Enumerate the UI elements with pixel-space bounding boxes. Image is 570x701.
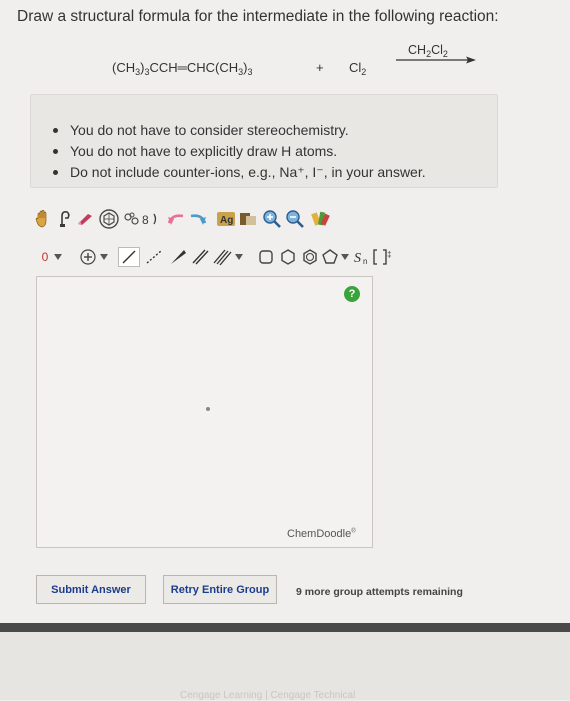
undo-icon[interactable] — [166, 211, 186, 227]
charge-value: 0 — [41, 250, 49, 264]
solvent-label: $CH_2Cl_2$ — [408, 43, 448, 59]
drawing-canvas[interactable] — [36, 276, 373, 548]
chevron-down-icon[interactable] — [99, 248, 109, 266]
attempts-remaining-text: 9 more group attempts remaining — [296, 586, 463, 598]
template-ring-icon[interactable] — [97, 208, 121, 230]
lasso-icon[interactable] — [56, 209, 74, 229]
canvas-cursor-dot — [206, 407, 210, 411]
cyclopropane-icon[interactable] — [256, 247, 276, 267]
reagent-formula: $Cl_2$ — [349, 60, 367, 77]
charge-dropdown[interactable] — [38, 248, 52, 266]
redo-icon[interactable] — [188, 211, 208, 227]
retry-entire-group-button[interactable]: Retry Entire Group — [163, 575, 277, 604]
pentagon-icon[interactable] — [320, 247, 340, 267]
reaction-arrow-icon — [396, 55, 476, 65]
help-icon[interactable]: ? — [344, 286, 360, 302]
svg-text:‡: ‡ — [387, 250, 392, 259]
cyclohexane-icon[interactable] — [278, 247, 298, 267]
plus-sign: + — [316, 60, 324, 75]
chevron-down-icon[interactable] — [234, 248, 244, 266]
zoom-in-icon[interactable] — [261, 209, 283, 229]
svg-text:S: S — [354, 251, 361, 266]
atom-label-icon[interactable] — [216, 210, 236, 228]
triple-bond-icon[interactable] — [212, 247, 232, 267]
sgroup-icon[interactable] — [352, 247, 372, 267]
color-icon[interactable] — [310, 209, 332, 229]
clean-icon[interactable] — [238, 210, 258, 228]
chain-icon[interactable] — [124, 210, 140, 228]
toolbar-row-1 — [34, 208, 384, 230]
instructions-panel — [30, 94, 498, 188]
instruction-item: You do not have to explicitly draw H atoms. — [53, 141, 426, 162]
reactant-formula: $(CH_3)_3CCH═CHC(CH_3)_3$ — [112, 60, 253, 77]
wedge-bond-icon[interactable] — [168, 247, 188, 267]
page-divider — [0, 623, 570, 632]
svg-text:Ag: Ag — [220, 215, 234, 226]
submit-answer-button[interactable]: Submit Answer — [36, 575, 146, 604]
benzene-icon[interactable] — [300, 247, 320, 267]
chemdoodle-brand: ChemDoodle® — [287, 528, 356, 540]
instruction-item: Do not include counter-ions, e.g., Na⁺, I⁻, in your answer. — [53, 162, 426, 183]
bracket-group-icon[interactable] — [142, 210, 160, 228]
question-title: Draw a structural formula for the intermediate in the following reaction: — [17, 8, 499, 25]
toolbar-row-2 — [34, 246, 394, 268]
svg-text:8: 8 — [142, 213, 149, 226]
bracket-icon[interactable] — [372, 247, 394, 267]
eraser-icon[interactable] — [76, 210, 94, 228]
double-bond-icon[interactable] — [190, 247, 210, 267]
single-bond-icon[interactable] — [118, 247, 140, 267]
dashed-bond-icon[interactable] — [144, 247, 164, 267]
chevron-down-icon[interactable] — [340, 248, 350, 266]
radical-dropdown[interactable] — [78, 247, 98, 267]
footer-text: Cengage Learning | Cengage Technical — [180, 690, 356, 701]
chevron-down-icon[interactable] — [53, 248, 63, 266]
svg-text:n: n — [363, 257, 368, 266]
instruction-item: You do not have to consider stereochemistry. — [53, 120, 426, 141]
hand-icon[interactable] — [34, 210, 52, 228]
zoom-out-icon[interactable] — [284, 209, 306, 229]
chemdoodle-brand-text: ChemDoodle — [287, 528, 352, 540]
